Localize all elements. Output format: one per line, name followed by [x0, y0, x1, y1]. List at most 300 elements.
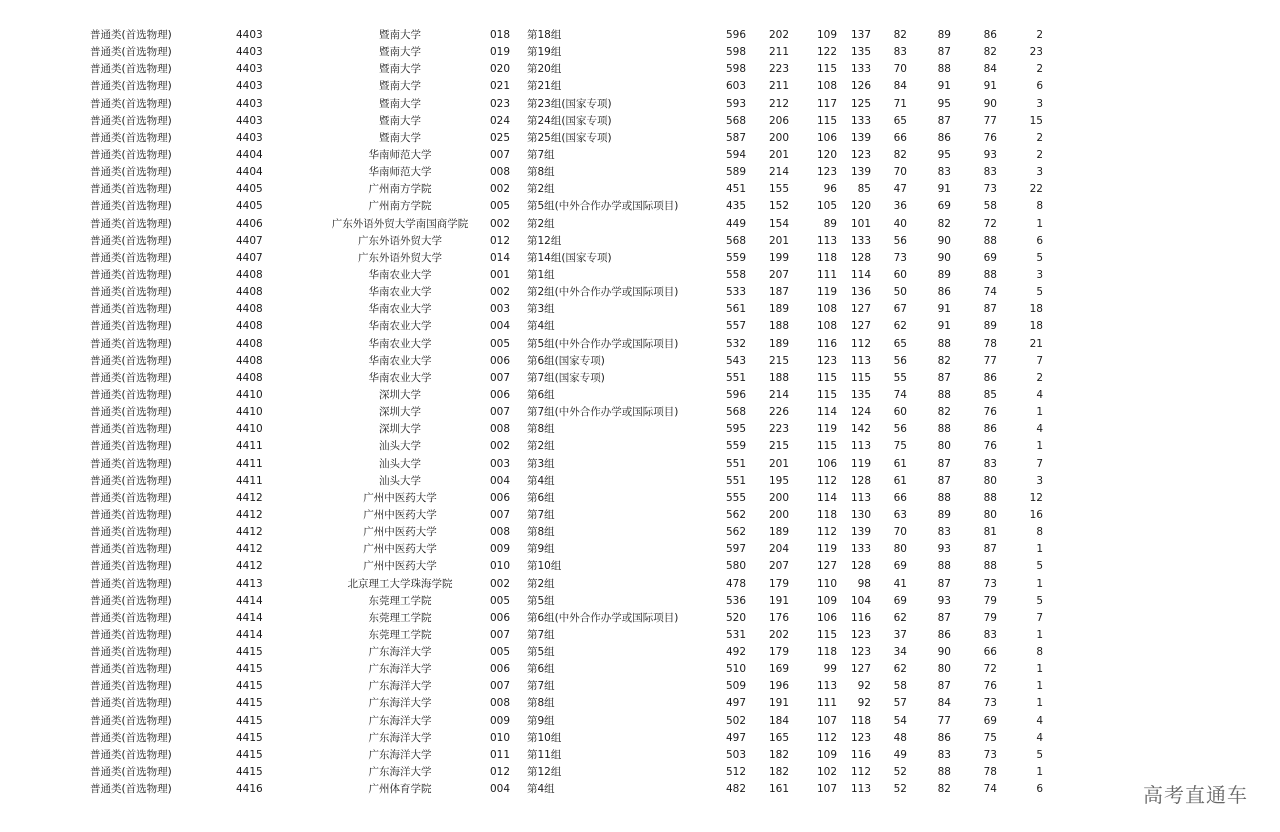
table-row	[0, 593, 1280, 610]
score-cell: 202	[768, 29, 789, 41]
score-cell: 580	[725, 560, 746, 573]
school-code-cell: 4403	[236, 80, 263, 93]
school-code-cell: 4411	[236, 474, 263, 487]
score-cell: 211	[768, 80, 789, 93]
count-cell: 6	[1036, 783, 1043, 796]
score-cell: 113	[850, 354, 871, 367]
school-code-cell: 4408	[236, 286, 263, 299]
score-cell: 80	[937, 663, 951, 676]
score-cell: 115	[816, 628, 837, 641]
score-cell: 142	[850, 423, 871, 436]
category-cell: 普通类(首选物理)	[90, 63, 172, 76]
score-cell: 85	[857, 183, 871, 196]
category-cell: 普通类(首选物理)	[90, 577, 172, 590]
score-cell: 76	[983, 440, 997, 453]
group-name-cell: 第19组	[527, 46, 562, 59]
score-cell: 108	[816, 80, 837, 93]
score-cell: 568	[725, 114, 746, 127]
score-cell: 71	[893, 97, 907, 110]
school-name-cell: 广东海洋大学	[368, 748, 432, 761]
table-row	[0, 713, 1280, 730]
score-cell: 136	[850, 286, 871, 299]
group-name-cell: 第10组	[527, 731, 562, 744]
score-cell: 86	[983, 29, 997, 41]
count-cell: 1	[1036, 663, 1043, 676]
table-row	[0, 747, 1280, 764]
group-name-cell: 第12组	[527, 234, 562, 247]
score-cell: 67	[893, 303, 907, 316]
school-name-cell: 广东外语外贸大学	[358, 234, 442, 247]
score-cell: 65	[893, 114, 907, 127]
table-row	[0, 27, 1280, 44]
school-name-cell: 广州南方学院	[368, 183, 432, 196]
category-cell: 普通类(首选物理)	[90, 131, 172, 144]
table-row	[0, 764, 1280, 781]
count-cell: 5	[1036, 251, 1043, 264]
score-cell: 123	[850, 628, 871, 641]
score-cell: 89	[937, 268, 951, 281]
score-cell: 113	[850, 491, 871, 504]
score-cell: 88	[937, 388, 951, 401]
count-cell: 8	[1036, 200, 1043, 213]
school-name-cell: 汕头大学	[379, 474, 421, 487]
score-cell: 435	[725, 200, 746, 213]
school-name-cell: 广州中医药大学	[363, 491, 437, 504]
score-cell: 558	[725, 268, 746, 281]
score-cell: 557	[725, 320, 746, 333]
table-row	[0, 318, 1280, 335]
score-cell: 165	[768, 731, 789, 744]
school-name-cell: 广州南方学院	[368, 200, 432, 213]
score-cell: 87	[937, 611, 951, 624]
school-code-cell: 4412	[236, 491, 263, 504]
score-cell: 106	[816, 611, 837, 624]
score-cell: 512	[725, 766, 746, 779]
score-cell: 93	[937, 543, 951, 556]
school-name-cell: 广东海洋大学	[368, 680, 432, 693]
count-cell: 3	[1036, 166, 1043, 179]
score-cell: 139	[850, 131, 871, 144]
count-cell: 1	[1036, 543, 1043, 556]
score-cell: 78	[983, 337, 997, 350]
school-name-cell: 华南师范大学	[368, 166, 432, 179]
score-cell: 191	[768, 594, 789, 607]
score-cell: 88	[937, 63, 951, 76]
score-cell: 98	[857, 577, 871, 590]
group-code-cell: 002	[490, 577, 511, 590]
table-row	[0, 661, 1280, 678]
group-code-cell: 005	[490, 337, 511, 350]
score-cell: 201	[768, 457, 789, 470]
score-cell: 510	[725, 663, 746, 676]
score-cell: 139	[850, 526, 871, 539]
score-cell: 128	[850, 251, 871, 264]
table-row	[0, 627, 1280, 644]
table-row	[0, 233, 1280, 250]
group-name-cell: 第21组	[527, 80, 562, 93]
category-cell: 普通类(首选物理)	[90, 388, 172, 401]
score-cell: 189	[768, 526, 789, 539]
school-name-cell: 暨南大学	[379, 131, 421, 144]
score-cell: 594	[725, 148, 746, 161]
category-cell: 普通类(首选物理)	[90, 628, 172, 641]
count-cell: 3	[1036, 268, 1043, 281]
score-cell: 179	[768, 577, 789, 590]
table-row	[0, 730, 1280, 747]
category-cell: 普通类(首选物理)	[90, 371, 172, 384]
score-cell: 189	[768, 303, 789, 316]
score-cell: 202	[768, 628, 789, 641]
score-cell: 89	[823, 217, 837, 230]
score-cell: 130	[850, 508, 871, 521]
group-code-cell: 007	[490, 508, 511, 521]
school-name-cell: 深圳大学	[379, 423, 421, 436]
group-code-cell: 008	[490, 697, 511, 710]
category-cell: 普通类(首选物理)	[90, 680, 172, 693]
score-cell: 127	[850, 663, 871, 676]
score-cell: 90	[937, 251, 951, 264]
score-cell: 551	[725, 371, 746, 384]
group-name-cell: 第9组	[527, 714, 555, 727]
score-cell: 40	[893, 217, 907, 230]
count-cell: 7	[1036, 354, 1043, 367]
count-cell: 16	[1029, 508, 1043, 521]
category-cell: 普通类(首选物理)	[90, 114, 172, 127]
group-name-cell: 第20组	[527, 63, 562, 76]
score-cell: 36	[893, 200, 907, 213]
score-cell: 201	[768, 234, 789, 247]
score-cell: 195	[768, 474, 789, 487]
category-cell: 普通类(首选物理)	[90, 29, 172, 41]
school-code-cell: 4411	[236, 457, 263, 470]
score-cell: 77	[983, 354, 997, 367]
school-name-cell: 广东海洋大学	[368, 663, 432, 676]
group-code-cell: 023	[490, 97, 511, 110]
score-cell: 78	[983, 766, 997, 779]
score-cell: 74	[893, 388, 907, 401]
school-code-cell: 4405	[236, 200, 263, 213]
group-code-cell: 002	[490, 440, 511, 453]
score-cell: 61	[893, 457, 907, 470]
score-cell: 123	[850, 731, 871, 744]
group-code-cell: 006	[490, 611, 511, 624]
group-name-cell: 第4组	[527, 474, 555, 487]
score-cell: 69	[983, 251, 997, 264]
school-code-cell: 4403	[236, 29, 263, 41]
school-name-cell: 广东海洋大学	[368, 731, 432, 744]
category-cell: 普通类(首选物理)	[90, 663, 172, 676]
score-cell: 34	[893, 646, 907, 659]
score-cell: 215	[768, 440, 789, 453]
score-cell: 191	[768, 697, 789, 710]
group-name-cell: 第5组	[527, 594, 555, 607]
score-cell: 104	[850, 594, 871, 607]
score-cell: 69	[893, 594, 907, 607]
group-name-cell: 第7组	[527, 508, 555, 521]
score-cell: 119	[850, 457, 871, 470]
score-cell: 84	[983, 63, 997, 76]
score-cell: 88	[937, 766, 951, 779]
score-cell: 119	[816, 543, 837, 556]
score-cell: 62	[893, 663, 907, 676]
table-row	[0, 387, 1280, 404]
score-cell: 112	[850, 337, 871, 350]
group-code-cell: 003	[490, 457, 511, 470]
table-row	[0, 284, 1280, 301]
school-code-cell: 4408	[236, 268, 263, 281]
score-cell: 123	[850, 646, 871, 659]
score-cell: 86	[983, 371, 997, 384]
score-cell: 47	[893, 183, 907, 196]
score-cell: 66	[983, 646, 997, 659]
school-name-cell: 深圳大学	[379, 388, 421, 401]
group-name-cell: 第7组	[527, 628, 555, 641]
table-row	[0, 610, 1280, 627]
count-cell: 2	[1036, 148, 1043, 161]
school-code-cell: 4415	[236, 697, 263, 710]
group-code-cell: 010	[490, 560, 511, 573]
score-cell: 536	[725, 594, 746, 607]
count-cell: 23	[1029, 46, 1043, 59]
school-code-cell: 4415	[236, 748, 263, 761]
category-cell: 普通类(首选物理)	[90, 268, 172, 281]
score-cell: 89	[937, 29, 951, 41]
score-cell: 211	[768, 46, 789, 59]
score-cell: 92	[857, 680, 871, 693]
group-name-cell: 第8组	[527, 526, 555, 539]
table-row	[0, 147, 1280, 164]
school-code-cell: 4412	[236, 543, 263, 556]
score-cell: 128	[850, 474, 871, 487]
table-row	[0, 507, 1280, 524]
school-code-cell: 4412	[236, 560, 263, 573]
table-row	[0, 678, 1280, 695]
score-cell: 101	[850, 217, 871, 230]
school-code-cell: 4407	[236, 234, 263, 247]
score-cell: 206	[768, 114, 789, 127]
table-row	[0, 113, 1280, 130]
score-cell: 114	[850, 268, 871, 281]
group-code-cell: 002	[490, 183, 511, 196]
count-cell: 18	[1029, 303, 1043, 316]
score-cell: 90	[937, 646, 951, 659]
school-code-cell: 4414	[236, 628, 263, 641]
count-cell: 4	[1036, 423, 1043, 436]
table-row	[0, 576, 1280, 593]
school-name-cell: 广东外语外贸大学	[358, 251, 442, 264]
score-cell: 116	[850, 748, 871, 761]
score-cell: 589	[725, 166, 746, 179]
score-cell: 179	[768, 646, 789, 659]
group-name-cell: 第1组	[527, 268, 555, 281]
table-row	[0, 490, 1280, 507]
score-cell: 112	[816, 731, 837, 744]
group-name-cell: 第24组(国家专项)	[527, 114, 612, 127]
score-cell: 123	[816, 166, 837, 179]
group-code-cell: 006	[490, 354, 511, 367]
count-cell: 12	[1029, 491, 1043, 504]
score-cell: 559	[725, 440, 746, 453]
group-code-cell: 011	[490, 748, 511, 761]
category-cell: 普通类(首选物理)	[90, 217, 172, 230]
table-row	[0, 473, 1280, 490]
score-cell: 83	[937, 166, 951, 179]
score-cell: 568	[725, 234, 746, 247]
school-name-cell: 广州中医药大学	[363, 543, 437, 556]
score-cell: 49	[893, 748, 907, 761]
score-cell: 88	[983, 268, 997, 281]
school-code-cell: 4410	[236, 388, 263, 401]
score-cell: 91	[937, 320, 951, 333]
school-code-cell: 4403	[236, 97, 263, 110]
score-cell: 81	[983, 526, 997, 539]
score-cell: 215	[768, 354, 789, 367]
score-cell: 77	[983, 114, 997, 127]
score-cell: 79	[983, 611, 997, 624]
count-cell: 1	[1036, 217, 1043, 230]
score-cell: 80	[893, 543, 907, 556]
school-name-cell: 东莞理工学院	[368, 611, 432, 624]
school-name-cell: 暨南大学	[379, 29, 421, 41]
table-row	[0, 44, 1280, 61]
table-row	[0, 130, 1280, 147]
score-cell: 80	[983, 508, 997, 521]
group-name-cell: 第9组	[527, 543, 555, 556]
score-cell: 533	[725, 286, 746, 299]
group-code-cell: 009	[490, 543, 511, 556]
school-code-cell: 4414	[236, 611, 263, 624]
count-cell: 3	[1036, 474, 1043, 487]
score-cell: 66	[893, 491, 907, 504]
category-cell: 普通类(首选物理)	[90, 286, 172, 299]
score-cell: 57	[893, 697, 907, 710]
score-cell: 169	[768, 663, 789, 676]
school-code-cell: 4408	[236, 371, 263, 384]
school-name-cell: 广州中医药大学	[363, 560, 437, 573]
score-cell: 120	[816, 148, 837, 161]
score-cell: 155	[768, 183, 789, 196]
group-code-cell: 008	[490, 166, 511, 179]
score-cell: 118	[850, 714, 871, 727]
score-cell: 161	[768, 783, 789, 796]
score-cell: 182	[768, 766, 789, 779]
score-cell: 62	[893, 320, 907, 333]
school-name-cell: 华南农业大学	[368, 286, 432, 299]
group-code-cell: 010	[490, 731, 511, 744]
table-row	[0, 524, 1280, 541]
group-name-cell: 第6组(国家专项)	[527, 354, 605, 367]
score-cell: 83	[937, 526, 951, 539]
group-name-cell: 第5组(中外合作办学或国际项目)	[527, 337, 679, 350]
score-cell: 76	[983, 131, 997, 144]
category-cell: 普通类(首选物理)	[90, 474, 172, 487]
table-row	[0, 164, 1280, 181]
category-cell: 普通类(首选物理)	[90, 423, 172, 436]
group-name-cell: 第8组	[527, 166, 555, 179]
table-row	[0, 438, 1280, 455]
score-cell: 83	[983, 166, 997, 179]
category-cell: 普通类(首选物理)	[90, 46, 172, 59]
school-name-cell: 华南农业大学	[368, 268, 432, 281]
table-row	[0, 558, 1280, 575]
category-cell: 普通类(首选物理)	[90, 320, 172, 333]
score-cell: 83	[983, 628, 997, 641]
score-cell: 91	[937, 80, 951, 93]
score-cell: 135	[850, 388, 871, 401]
score-cell: 122	[816, 46, 837, 59]
score-cell: 478	[725, 577, 746, 590]
group-name-cell: 第2组	[527, 440, 555, 453]
score-cell: 88	[983, 560, 997, 573]
category-cell: 普通类(首选物理)	[90, 543, 172, 556]
category-cell: 普通类(首选物理)	[90, 731, 172, 744]
score-cell: 223	[768, 63, 789, 76]
group-code-cell: 014	[490, 251, 511, 264]
score-cell: 152	[768, 200, 789, 213]
group-code-cell: 024	[490, 114, 511, 127]
school-code-cell: 4412	[236, 508, 263, 521]
score-cell: 115	[816, 388, 837, 401]
score-cell: 93	[983, 148, 997, 161]
score-cell: 187	[768, 286, 789, 299]
count-cell: 4	[1036, 388, 1043, 401]
count-cell: 1	[1036, 697, 1043, 710]
school-name-cell: 华南农业大学	[368, 320, 432, 333]
category-cell: 普通类(首选物理)	[90, 440, 172, 453]
category-cell: 普通类(首选物理)	[90, 783, 172, 796]
group-code-cell: 007	[490, 371, 511, 384]
category-cell: 普通类(首选物理)	[90, 354, 172, 367]
count-cell: 6	[1036, 80, 1043, 93]
group-code-cell: 004	[490, 783, 511, 796]
school-name-cell: 东莞理工学院	[368, 594, 432, 607]
score-cell: 85	[983, 388, 997, 401]
score-cell: 117	[816, 97, 837, 110]
table-row	[0, 695, 1280, 712]
group-code-cell: 004	[490, 320, 511, 333]
score-cell: 596	[725, 29, 746, 41]
score-cell: 128	[850, 560, 871, 573]
score-cell: 118	[816, 646, 837, 659]
score-cell: 520	[725, 611, 746, 624]
count-cell: 2	[1036, 371, 1043, 384]
group-name-cell: 第7组(中外合作办学或国际项目)	[527, 406, 679, 419]
group-name-cell: 第4组	[527, 320, 555, 333]
score-cell: 73	[983, 748, 997, 761]
school-name-cell: 华南农业大学	[368, 371, 432, 384]
category-cell: 普通类(首选物理)	[90, 714, 172, 727]
score-cell: 87	[937, 577, 951, 590]
score-cell: 48	[893, 731, 907, 744]
score-cell: 87	[937, 371, 951, 384]
score-cell: 139	[850, 166, 871, 179]
score-cell: 37	[893, 628, 907, 641]
group-name-cell: 第10组	[527, 560, 562, 573]
score-cell: 112	[816, 474, 837, 487]
category-cell: 普通类(首选物理)	[90, 508, 172, 521]
school-code-cell: 4412	[236, 526, 263, 539]
school-code-cell: 4415	[236, 714, 263, 727]
group-name-cell: 第18组	[527, 29, 562, 41]
group-name-cell: 第3组	[527, 457, 555, 470]
school-name-cell: 广东外语外贸大学南国商学院	[331, 217, 469, 230]
score-cell: 116	[850, 611, 871, 624]
score-cell: 82	[937, 217, 951, 230]
count-cell: 5	[1036, 594, 1043, 607]
score-cell: 82	[937, 406, 951, 419]
count-cell: 4	[1036, 714, 1043, 727]
count-cell: 5	[1036, 560, 1043, 573]
